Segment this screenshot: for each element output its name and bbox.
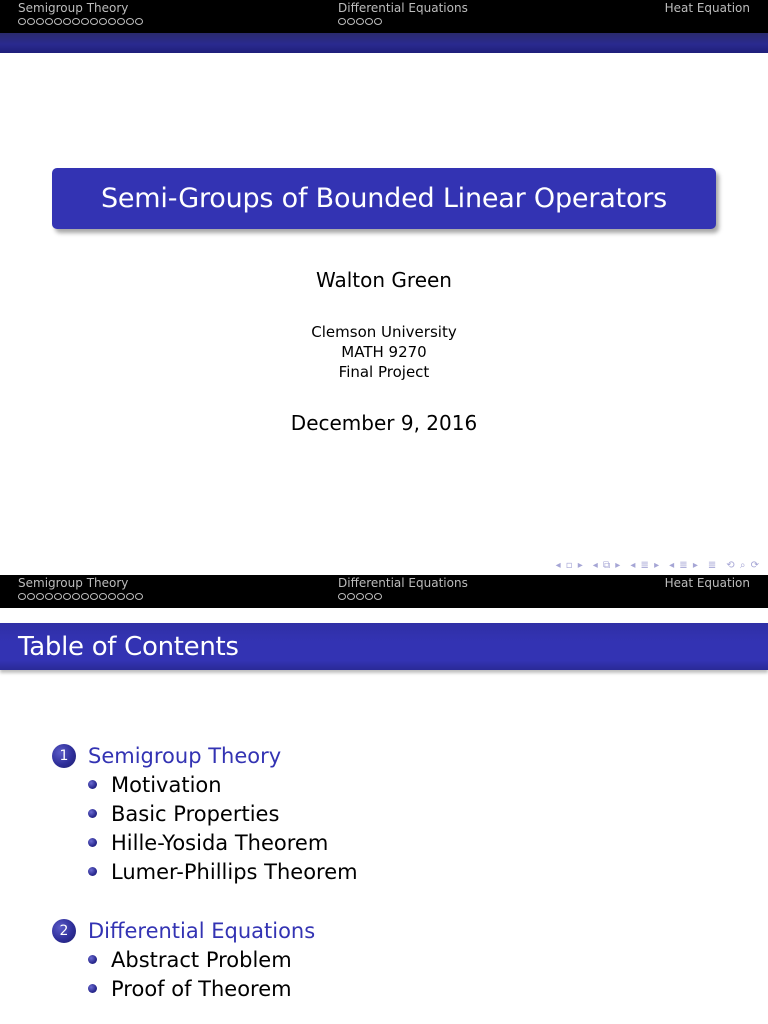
- frame-dot-icon[interactable]: [63, 18, 71, 25]
- document-nav-icon[interactable]: ◂ ≣ ▸: [669, 560, 699, 571]
- nav-section-heat-equation[interactable]: [665, 576, 750, 590]
- frame-dot-icon[interactable]: [126, 18, 134, 25]
- ball-bullet-icon: [88, 780, 97, 789]
- institute-line: Final Project: [338, 363, 430, 381]
- title-box: [52, 168, 716, 229]
- frame-dot-icon[interactable]: [36, 18, 44, 25]
- toc-subsection[interactable]: [88, 857, 752, 886]
- toc-section[interactable]: [52, 742, 752, 770]
- nav-header: [0, 575, 768, 608]
- nav-header: [0, 0, 768, 33]
- nav-frame-dots[interactable]: [338, 593, 468, 600]
- frame-dot-icon[interactable]: [81, 593, 89, 600]
- subsection-nav-icon[interactable]: ◂ ⧉ ▸: [592, 560, 622, 571]
- frame-dot-icon[interactable]: [18, 18, 26, 25]
- frame-dot-icon[interactable]: [36, 593, 44, 600]
- frame-dot-icon[interactable]: [374, 18, 382, 25]
- frame-dot-icon[interactable]: [338, 593, 346, 600]
- toc-subsection-list: [88, 945, 752, 1003]
- toc-subsection-label[interactable]: Hille-Yosida Theorem: [111, 830, 329, 855]
- nav-section-differential-equations[interactable]: [338, 1, 468, 25]
- frame-dot-icon[interactable]: [108, 18, 116, 25]
- nav-frame-dots[interactable]: [18, 18, 143, 25]
- frame-dot-icon[interactable]: [347, 18, 355, 25]
- frame-dot-icon[interactable]: [54, 593, 62, 600]
- toc-section-title[interactable]: Semigroup Theory: [88, 744, 282, 768]
- frame-dot-icon[interactable]: [108, 593, 116, 600]
- toc-slide: [0, 575, 768, 1024]
- frame-dot-icon[interactable]: [45, 18, 53, 25]
- frame-dot-icon[interactable]: [117, 18, 125, 25]
- numbered-circle-icon: 2: [52, 919, 76, 943]
- frame-dot-icon[interactable]: [117, 593, 125, 600]
- ball-bullet-icon: [88, 984, 97, 993]
- frame-dot-icon[interactable]: [135, 593, 143, 600]
- ball-bullet-icon: [88, 955, 97, 964]
- frame-dot-icon[interactable]: [356, 18, 364, 25]
- frame-dot-icon[interactable]: [90, 593, 98, 600]
- nav-frame-dots[interactable]: [338, 18, 468, 25]
- presentation-date: December 9, 2016: [290, 411, 478, 435]
- toc-subsection-label[interactable]: Proof of Theorem: [111, 976, 292, 1001]
- frame-nav-icon[interactable]: ◂ ▫ ▸: [555, 560, 584, 571]
- frame-dot-icon[interactable]: [347, 593, 355, 600]
- nav-section-title[interactable]: Heat Equation: [664, 1, 750, 15]
- frame-dot-icon[interactable]: [126, 593, 134, 600]
- frame-dot-icon[interactable]: [90, 18, 98, 25]
- nav-section-title[interactable]: Semigroup Theory: [18, 576, 129, 590]
- institute-line: Clemson University: [311, 323, 457, 341]
- frame-dot-icon[interactable]: [81, 18, 89, 25]
- toc-subsection-label[interactable]: Lumer-Phillips Theorem: [111, 859, 358, 884]
- frame-dot-icon[interactable]: [18, 593, 26, 600]
- toc-subsection[interactable]: [88, 945, 752, 974]
- frame-dot-icon[interactable]: [99, 593, 107, 600]
- toc-subsection-label[interactable]: Abstract Problem: [111, 947, 292, 972]
- nav-section-title[interactable]: Differential Equations: [338, 576, 468, 590]
- search-nav-icon[interactable]: ⟲ ⌕ ⟳: [726, 560, 760, 571]
- nav-section-differential-equations[interactable]: [338, 576, 468, 600]
- frame-dot-icon[interactable]: [45, 593, 53, 600]
- frametitle-bar: [0, 623, 768, 670]
- frame-dot-icon[interactable]: [365, 18, 373, 25]
- nav-section-title[interactable]: Semigroup Theory: [18, 1, 129, 15]
- table-of-contents: [52, 742, 752, 1003]
- toc-subsection-label[interactable]: Motivation: [111, 772, 222, 797]
- frame-dot-icon[interactable]: [72, 18, 80, 25]
- frame-dot-icon[interactable]: [374, 593, 382, 600]
- section-nav-icon[interactable]: ◂ ≣ ▸: [630, 560, 661, 571]
- frame-dot-icon[interactable]: [72, 593, 80, 600]
- toc-section-title[interactable]: Differential Equations: [88, 919, 316, 943]
- appendix-nav-icon[interactable]: ≣: [707, 560, 718, 571]
- frame-dot-icon[interactable]: [356, 593, 364, 600]
- frame-dot-icon[interactable]: [99, 18, 107, 25]
- frame-title: Table of Contents: [18, 632, 239, 662]
- nav-section-semigroup-theory[interactable]: [18, 1, 143, 25]
- institute-line: MATH 9270: [341, 343, 427, 361]
- ball-bullet-icon: [88, 809, 97, 818]
- toc-spacer: [52, 886, 752, 917]
- toc-subsection-list: [88, 770, 752, 886]
- toc-section[interactable]: [52, 917, 752, 945]
- frame-dot-icon[interactable]: [54, 18, 62, 25]
- toc-subsection[interactable]: [88, 770, 752, 799]
- frame-dot-icon[interactable]: [27, 593, 35, 600]
- nav-frame-dots[interactable]: [18, 593, 143, 600]
- ball-bullet-icon: [88, 867, 97, 876]
- toc-subsection-label[interactable]: Basic Properties: [111, 801, 280, 826]
- frame-dot-icon[interactable]: [338, 18, 346, 25]
- header-stripe: [0, 33, 768, 53]
- frame-dot-icon[interactable]: [27, 18, 35, 25]
- toc-subsection[interactable]: [88, 974, 752, 1003]
- nav-section-title[interactable]: Differential Equations: [338, 1, 468, 15]
- frame-dot-icon[interactable]: [135, 18, 143, 25]
- nav-section-heat-equation[interactable]: [665, 1, 750, 15]
- frame-dot-icon[interactable]: [63, 593, 71, 600]
- beamer-navigation-symbols: [556, 560, 760, 571]
- frame-dot-icon[interactable]: [365, 593, 373, 600]
- numbered-circle-icon: 1: [52, 744, 76, 768]
- toc-subsection[interactable]: [88, 828, 752, 857]
- presentation-title: Semi-Groups of Bounded Linear Operators: [100, 183, 668, 214]
- nav-section-title[interactable]: Heat Equation: [664, 576, 750, 590]
- author: Walton Green: [316, 268, 452, 292]
- institute: [0, 322, 768, 382]
- toc-subsection[interactable]: [88, 799, 752, 828]
- nav-section-semigroup-theory[interactable]: [18, 576, 143, 600]
- ball-bullet-icon: [88, 838, 97, 847]
